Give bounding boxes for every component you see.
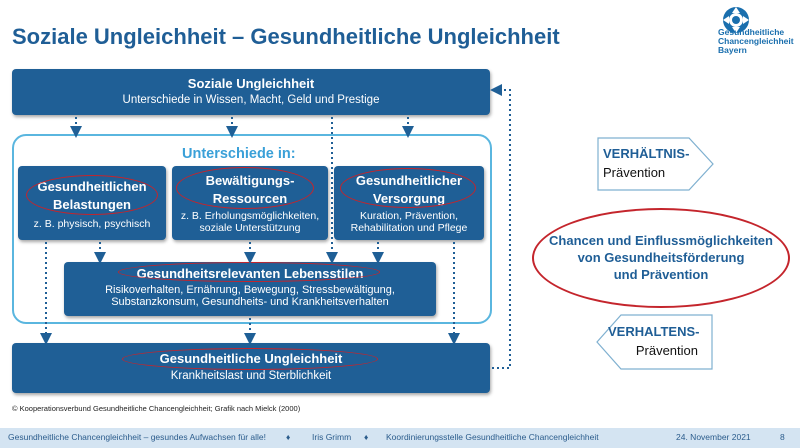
footer-separator-icon: ♦: [286, 432, 291, 442]
footer-item-org: Koordinierungsstelle Gesundheitliche Chancengleichheit: [386, 432, 599, 442]
footer-item-author: Iris Grimm: [312, 432, 352, 442]
unterschiede-label: Unterschiede in:: [182, 146, 296, 162]
footer-separator-icon: ♦: [364, 432, 369, 442]
page-title: Soziale Ungleichheit – Gesundheitliche Ungleichheit: [12, 24, 560, 49]
chancen-text: Chancen und Einflussmöglichkeiten von Gesundheitsförderung und Prävention: [549, 233, 773, 282]
copyright-note: © Kooperationsverbund Gesundheitliche Chancengleichheit; Grafik nach Mielck (2000): [12, 404, 301, 413]
box-sub: Unterschiede in Wissen, Macht, Geld und Prestige: [122, 94, 380, 106]
box-gesundheitliche-ungleichheit: Gesundheitliche Ungleichheit Krankheitslast und Sterblichkeit: [12, 343, 490, 393]
logo-text: Gesundheitliche Chancengleichheit Bayern: [718, 27, 794, 55]
box-ressourcen: Bewältigungs- Ressourcen z. B. Erholungsmöglichkeiten, soziale Unterstützung: [172, 166, 328, 240]
box-versorgung: Gesundheitlicher Versorgung Kuration, Prävention, Rehabilitation und Pflege: [334, 166, 484, 240]
footer-date: 24. November 2021: [676, 432, 751, 442]
box-lebensstile: Gesundheitsrelevanten Lebensstilen Risikoverhalten, Ernährung, Bewegung, Stressbewältigung, Substanzkonsum, Gesundheits- und Krankheitsverhalten: [64, 262, 436, 316]
verhaeltnis-label: VERHÄLTNIS- Prävention: [603, 146, 690, 180]
footer-page-number: 8: [780, 432, 785, 442]
footer-item-title: Gesundheitliche Chancengleichheit – gesundes Aufwachsen für alle!: [8, 432, 267, 442]
box-belastungen: Gesundheitlichen Belastungen z. B. physisch, psychisch: [18, 166, 166, 240]
box-heading: Soziale Ungleichheit: [187, 76, 315, 91]
verhaltens-label: VERHALTENS- Prävention: [608, 324, 700, 358]
footer-bar: [0, 428, 800, 448]
